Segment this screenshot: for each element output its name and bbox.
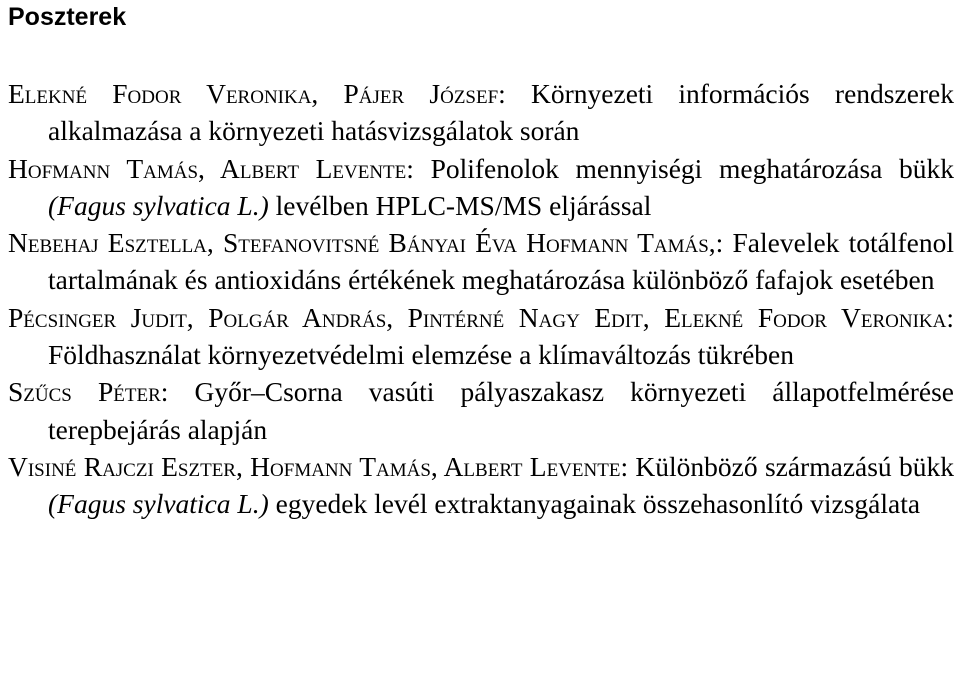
poster-entry-3: Nebehaj Esztella, Stefanovitsné Bányai Éva Hofmann Tamás,: Falevelek totálfenol tartalmának és antioxidáns értékének meghatározása különböző fafajok esetében (8, 227, 954, 296)
poster-title-species: (Fagus sylvatica L.) (48, 488, 269, 520)
poster-title: Győr–Csorna vasúti pályaszakasz környezeti állapotfelmérése terepbejárás alapján (48, 376, 955, 445)
poster-authors: Szűcs Péter (8, 376, 161, 408)
poster-entry-5: Szűcs Péter: Győr–Csorna vasúti pályaszakasz környezeti állapotfelmérése terepbejárás alapján (8, 376, 955, 445)
poster-entry-6: Visiné Rajczi Eszter, Hofmann Tamás, Albert Levente: Különböző származású bükk (Fagus sylvatica L.) egyedek levél extraktanyagainak összehasonlító vizsgálata (8, 450, 955, 520)
poster-title-end: levélben HPLC-MS/MS eljárással (268, 189, 652, 221)
poster-entry-4: Pécsinger Judit, Polgár András, Pintérné Nagy Edit, Elekné Fodor Veronika: Földhasználat környezetvédelmi elemzése a klímaváltozás tükrében (8, 301, 954, 371)
poster-title: Különböző származású bükk (635, 450, 955, 482)
poster-title-species: (Fagus sylvatica L.) (48, 189, 269, 221)
poster-title: Környezeti információs rendszerek alkalmazása a környezeti hatásvizsgálatok során (48, 78, 955, 147)
poster-title-end: egyedek levél extraktanyagainak összehasonlító vizsgálata (268, 488, 921, 520)
poster-title: Falevelek totálfenol tartalmának és antioxidáns értékének meghatározása különböző fafajok esetében (48, 227, 954, 296)
poster-authors: Elekné Fodor Veronika, Pájer József (8, 78, 499, 109)
page-title: Poszterek (8, 3, 127, 31)
poster-entry-2: Hofmann Tamás, Albert Levente: Polifenolok mennyiségi meghatározása bükk (Fagus sylvatica L.) levélben HPLC-MS/MS eljárással (8, 152, 954, 221)
poster-entry-1: Elekné Fodor Veronika, Pájer József: Környezeti információs rendszerek alkalmazása a környezeti hatásvizsgálatok során (8, 78, 955, 147)
poster-list (8, 75, 954, 523)
poster-authors: Pécsinger Judit, Polgár András, Pintérné Nagy Edit, Elekné Fodor Veronika (8, 301, 947, 333)
poster-authors: Visiné Rajczi Eszter, Hofmann Tamás, Albert Levente (8, 450, 621, 482)
poster-authors: Hofmann Tamás, Albert Levente (8, 152, 407, 184)
poster-title: Polifenolok mennyiségi meghatározása bükk (430, 152, 954, 184)
poster-authors: Nebehaj Esztella, Stefanovitsné Bányai Éva Hofmann Tamás, (8, 227, 716, 259)
poster-title: Földhasználat környezetvédelmi elemzése a klímaváltozás tükrében (48, 339, 795, 371)
